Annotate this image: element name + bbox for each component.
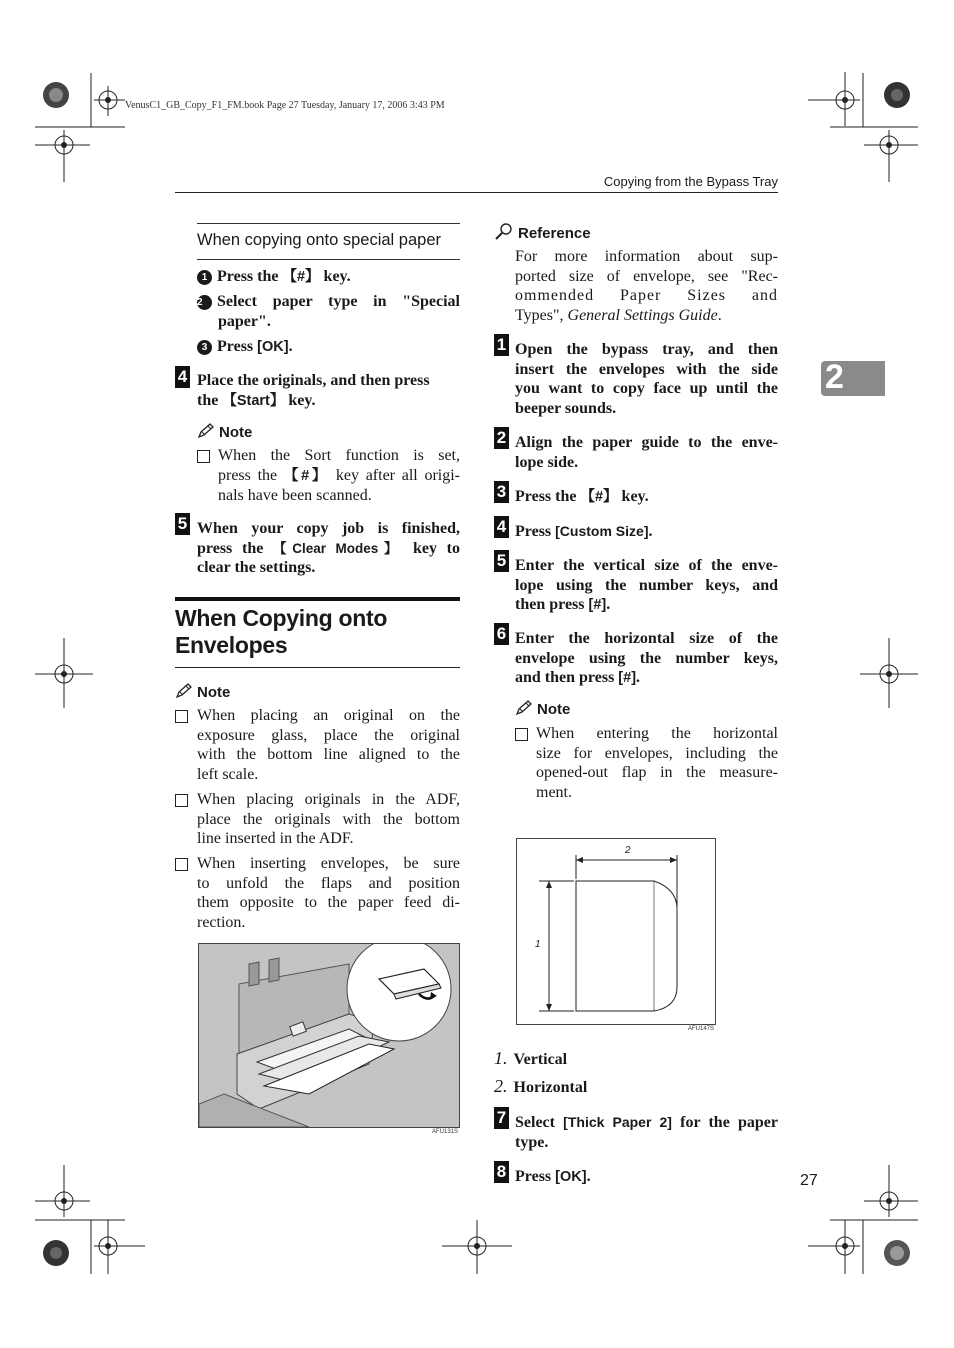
step-line: Open the bypass tray, and then [515, 341, 778, 358]
step-text-end: . [606, 596, 611, 613]
header-rule [175, 192, 778, 193]
step-4-right-text [515, 522, 778, 542]
step-text-end: for the paper [671, 1114, 778, 1131]
horizontal-label: 2 [625, 845, 631, 856]
step-line: Align the paper guide to the enve- [515, 434, 778, 451]
note-text: press the [218, 466, 284, 484]
step-text: Press [515, 523, 556, 540]
subhead-text: When copying onto special paper [197, 231, 441, 249]
note-heading-1 [197, 423, 252, 442]
substep-number: 1 [197, 270, 212, 285]
pencil-icon [175, 683, 193, 699]
envelope-diagram-drawing [517, 839, 715, 1024]
key-label: 【#】 [282, 269, 320, 285]
reference-text-pre: Types", [515, 306, 568, 324]
step-text-end: key to [403, 539, 461, 557]
note-line: rection. [197, 913, 246, 931]
magnifier-icon [494, 222, 514, 240]
step-line: insert the envelopes with the side [515, 360, 778, 378]
note-line: When inserting envelopes, be sure [197, 855, 460, 872]
substep-text-end: key. [319, 268, 351, 285]
step-line: envelope using the number keys, [515, 649, 778, 667]
note-heading-2 [175, 683, 230, 702]
step-number-1: 1 [494, 334, 509, 356]
reference-text [515, 247, 778, 325]
section-rule-top [175, 597, 460, 601]
substep-text: Press [217, 338, 258, 355]
checkbox-bullet [175, 710, 188, 723]
substep-text: Select paper type in "Special [217, 293, 460, 310]
step-text: then press [515, 596, 589, 613]
legend-number: 2. [494, 1076, 508, 1096]
step-line: beeper sounds. [515, 399, 617, 417]
legend-item-vertical [494, 1048, 567, 1069]
step-text: press the [197, 539, 274, 557]
legend-text: Horizontal [513, 1079, 588, 1096]
step-number-8: 8 [494, 1161, 509, 1183]
reference-heading [494, 222, 591, 243]
substep-text: Press the [217, 268, 283, 285]
step-line: type. [515, 1133, 549, 1151]
note-item [536, 724, 778, 802]
reference-line: ported size of envelope, see "Rec- [515, 267, 778, 285]
step-4-text [197, 371, 460, 411]
substep-number: 3 [197, 340, 212, 355]
step-text: Press [515, 1168, 556, 1185]
note-line: to unfold the flaps and position [197, 874, 460, 892]
substep-text-end: . [288, 338, 293, 355]
step-line: Place the originals, and then press [197, 372, 430, 389]
note-item [218, 446, 460, 506]
step-7-text [515, 1113, 778, 1152]
step-number-5-right: 5 [494, 550, 509, 572]
checkbox-bullet [197, 450, 210, 463]
bypass-tray-illustration [198, 943, 460, 1128]
step-number-4-right: 4 [494, 516, 509, 538]
step-line: Enter the horizontal size of the [515, 630, 778, 647]
checkbox-bullet [175, 858, 188, 871]
note-label: Note [197, 684, 231, 701]
step-number-4: 4 [175, 366, 190, 388]
step-line: you want to copy face up until the [515, 380, 778, 397]
vertical-label: 1 [535, 939, 541, 950]
reference-text-post: . [717, 306, 722, 324]
note-line: with the bottom line aligned to the [197, 746, 460, 763]
section-rule-bottom [175, 667, 460, 668]
step-number-6: 6 [494, 623, 509, 645]
note-line: ment. [536, 783, 572, 801]
key-label: [Thick Paper 2] [563, 1114, 672, 1130]
note-line: When the Sort function is set, [218, 447, 460, 464]
note-line: opened-out flap in the measure- [536, 764, 778, 781]
note-label: Note [219, 424, 253, 441]
note-line: them opposite to the paper feed di- [197, 894, 460, 911]
pencil-icon [515, 700, 533, 716]
step-text-end: key. [617, 488, 649, 505]
reference-line: ommended Paper Sizes and [515, 287, 778, 304]
step-line: clear the settings. [197, 559, 316, 576]
running-head: Copying from the Bypass Tray [603, 174, 778, 189]
key-label: 【#】 [580, 489, 618, 505]
step-number-7: 7 [494, 1107, 509, 1129]
note-item-2 [197, 790, 460, 849]
reference-label: Reference [518, 225, 591, 242]
reference-guide-title: General Settings Guide [567, 306, 718, 324]
step-text: Select [515, 1114, 564, 1131]
key-label: 【Start】 [222, 392, 285, 409]
step-line: Enter the vertical size of the enve- [515, 557, 778, 574]
legend-text: Vertical [513, 1051, 568, 1068]
step-number-3: 3 [494, 481, 509, 503]
key-label: [#] [588, 597, 607, 613]
note-line: When placing an original on the [197, 707, 460, 724]
note-line: exposure glass, place the original [197, 726, 460, 744]
key-label: [Custom Size] [555, 523, 649, 539]
step-3-text [515, 487, 778, 508]
note-line: nals have been scanned. [218, 487, 372, 504]
note-line: When placing originals in the ADF, [197, 791, 460, 808]
substep-number: 2 [197, 295, 212, 310]
page-number: 27 [800, 1172, 818, 1189]
substep-3 [197, 337, 460, 358]
step-5-text [197, 519, 460, 578]
step-text-end: . [586, 1168, 591, 1185]
note-heading-3 [515, 700, 570, 719]
step-text: the [197, 391, 223, 409]
step-1-text [515, 340, 778, 418]
subhead-special-paper [197, 223, 460, 260]
key-label: [#] [618, 670, 637, 686]
pencil-icon [197, 423, 215, 439]
note-line: left scale. [197, 765, 259, 783]
step-8-text [515, 1167, 778, 1188]
step-number-2: 2 [494, 427, 509, 449]
section-title-line2: Envelopes [175, 632, 288, 658]
step-text-end: . [648, 523, 653, 540]
step-5-right-text [515, 556, 778, 616]
step-text-end: . [636, 669, 641, 686]
section-title-line1: When Copying onto [175, 605, 388, 631]
step-text-end: key. [284, 391, 316, 409]
chapter-tab [821, 358, 885, 396]
substep-2 [197, 292, 460, 331]
step-line: lope using the number keys, and [515, 576, 778, 594]
envelope-loading-image [199, 944, 459, 1127]
note-line: place the originals with the bottom [197, 810, 460, 828]
note-line: size for envelopes, including the [536, 744, 778, 762]
diagram-code: AFU147S [688, 1026, 715, 1032]
substep-1 [197, 267, 460, 288]
note-item-3 [197, 854, 460, 932]
substep-text-line2: paper". [218, 312, 271, 330]
checkbox-bullet [515, 728, 528, 741]
step-number-5: 5 [175, 513, 190, 535]
note-item-1 [197, 706, 460, 784]
envelope-dimension-diagram [516, 838, 716, 1025]
step-line: lope side. [515, 453, 579, 471]
key-label: 【Clear Modes】 [273, 540, 404, 556]
legend-number: 1. [494, 1048, 508, 1068]
note-label: Note [537, 701, 571, 718]
key-label: 【#】 [283, 467, 330, 484]
reference-line: For more information about sup- [515, 248, 778, 265]
chapter-number: 2 [825, 358, 844, 396]
note-line: line inserted in the ADF. [197, 830, 354, 847]
step-text: Press the [515, 488, 581, 505]
step-6-text [515, 629, 778, 689]
legend-item-horizontal [494, 1076, 587, 1097]
section-title [175, 605, 387, 659]
checkbox-bullet [175, 794, 188, 807]
step-text: and then press [515, 669, 619, 686]
note-line: When entering the horizontal [536, 725, 778, 742]
book-file-line: VenusC1_GB_Copy_F1_FM.book Page 27 Tuesday, January 17, 2006 3:43 PM [125, 100, 445, 111]
key-label: [OK] [257, 339, 289, 355]
step-line: When your copy job is finished, [197, 520, 460, 537]
figure-code: AFU131S [432, 1129, 459, 1135]
key-label: [OK] [555, 1169, 587, 1185]
note-text: key after all origi- [335, 466, 460, 484]
step-2-text [515, 433, 778, 472]
